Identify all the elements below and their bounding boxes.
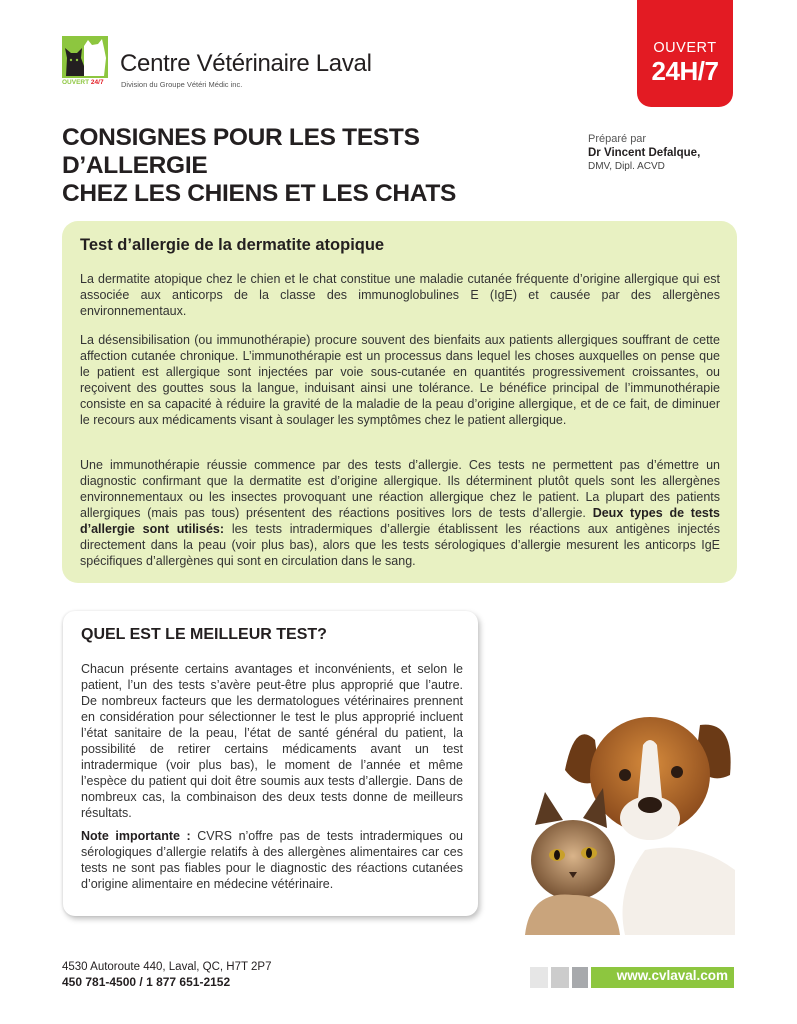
note-label: Note importante : xyxy=(81,829,191,843)
section1-heading: Test d’allergie de la dermatite atopique xyxy=(80,236,385,254)
note-text: CVRS n’offre pas de tests intradermiques ou sérologiques d’allergie relatifs à des allergènes alimentaires car ces tests ne sont pas fiables pour le diagnostic des réactions cutanées d’origine alimentaire en médecine vétérinaire. xyxy=(81,829,463,891)
section1-paragraph-2: La désensibilisation (ou immunothérapie) procure souvent des bienfaits aux patients allergiques souffrant de cette affection cutanée chronique. L’immunothérapie est un processus dans lequel les choses auxquelles on pense que le patient est allergique sont injectées par voie sous-cutanée en quantités progressivement croissantes, ou reçoivent des gouttes sous la langue, induisant ainsi une tolérance. Le bénéfice principal de l’immunothérapie consiste en sa capacité à réduire la gravité de la maladie de la peau d’origine allergique, et de ce fait, de diminuer le recours aux médicaments visant à soulager les symptômes chez le patient allergique. xyxy=(80,333,720,427)
footer-gray-block-3 xyxy=(572,967,588,988)
author-name: Dr Vincent Defalque, xyxy=(588,147,701,159)
logo-open-247: OUVERT 24/7 xyxy=(62,79,104,86)
prepared-by xyxy=(588,132,700,174)
footer-gray-block-1 xyxy=(530,967,548,988)
title-line1: CONSIGNES POUR LES TESTS D’ALLERGIE xyxy=(62,124,420,179)
badge-line2: 24H/7 xyxy=(651,56,719,86)
open-24-7-badge xyxy=(637,0,733,107)
cat-and-dog-photo xyxy=(495,700,740,935)
footer-gray-block-2 xyxy=(551,967,569,988)
section2-paragraph-1: Chacun présente certains avantages et inconvénients, et selon le patient, l’un des tests s’avère peut-être plus approprié que l’autre. De nombreux facteurs que les dermatologues vétérinaires prennent en considération pour sélectionner le test le plus approprié incluent l’état sanitaire de la peau, l’état de santé général du patient, la possibilité de retirer certains médicaments avant un test intradermique (voir plus bas), le moment de l’année et même l’espèce du patient qui doit être soumis aux tests d’allergie. Dans de nombreux cas, la combinaison des deux tests donne de meilleurs résultats. xyxy=(81,662,463,820)
title-line2: CHEZ LES CHIENS ET LES CHATS xyxy=(62,180,457,207)
section2-note xyxy=(81,828,463,892)
cat-dog-illustration-icon xyxy=(495,700,740,935)
badge-line1: OUVERT xyxy=(653,40,717,56)
section1-paragraph-1: La dermatite atopique chez le chien et le chat constitue une maladie cutanée fréquente d’origine allergique qui est associée aux anticorps de la classe des immunoglobulines E (IgE) et causée par des allergènes environnementaux. xyxy=(80,272,720,318)
section1-p3-text: Une immunothérapie réussie commence par des tests d’allergie. Ces tests ne permettent pas d’émettre un diagnostic confirmant que la dermatite est d’origine allergique. Ils déterminent plutôt quels sont les allergènes environnementaux ou les insectes provoquant une réaction allergique chez le patient. La plupart des patients allergiques (mais pas tous) présentent des réactions positives lors de tests d’allergie. xyxy=(80,458,720,520)
section2-heading: QUEL EST LE MEILLEUR TEST? xyxy=(81,626,327,643)
author-credentials: DMV, Dipl. ACVD xyxy=(588,161,665,172)
page-title xyxy=(62,124,562,208)
section1-paragraph-3 xyxy=(80,457,720,569)
section1-p4-bold: Deux types de tests d’allergie sont utilisés: xyxy=(80,506,720,536)
cat-dog-logo-icon xyxy=(62,36,108,78)
footer-address: 4530 Autoroute 440, Laval, QC, H7T 2P7 xyxy=(62,961,272,973)
brand-subtitle: Division du Groupe Vétéri Médic inc. xyxy=(121,80,243,89)
section1-p4-text: les tests intradermiques d’allergie établissent les réactions aux antigènes injectés directement dans la peau (voir plus bas), alors que les tests sérologiques d’allergie mesurent les anticorps IgE spécifiques d’allergènes qui sont en circulation dans le sang. xyxy=(80,522,720,568)
footer-phones: 450 781-4500 / 1 877 651-2152 xyxy=(62,975,231,989)
prepared-by-label: Préparé par xyxy=(588,133,647,145)
website-link[interactable]: www.cvlaval.com xyxy=(616,968,728,983)
brand-name: Centre Vétérinaire Laval xyxy=(120,50,372,77)
logo-mark xyxy=(62,36,108,78)
